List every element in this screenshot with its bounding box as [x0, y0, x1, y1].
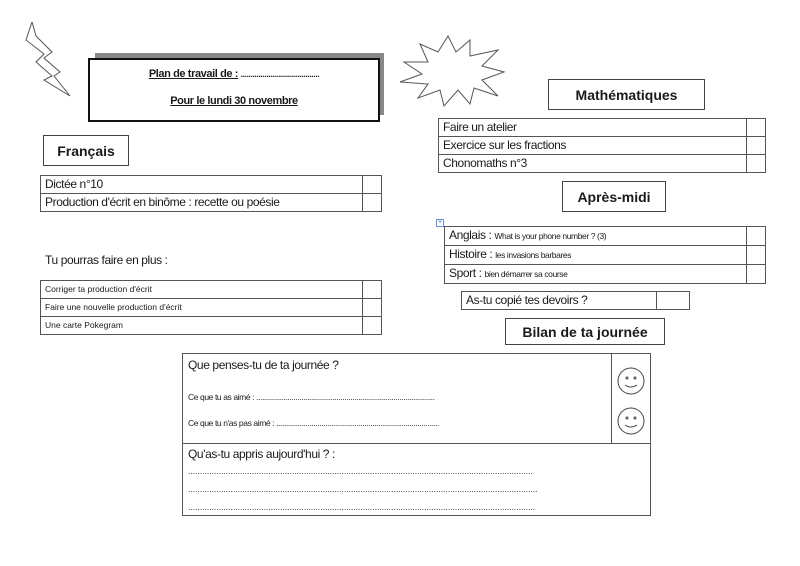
table-row: Exercice sur les fractions [439, 137, 766, 155]
table-row: Histoire : les invasions barbares [445, 246, 766, 265]
smiley-icon[interactable] [616, 406, 646, 436]
checkbox-cell[interactable] [747, 155, 766, 173]
francais-heading: Français [43, 135, 129, 166]
maths-table [438, 118, 766, 173]
plan-name-blank[interactable]: ........................................ [240, 69, 320, 79]
date-label: Pour le lundi 30 novembre [170, 95, 298, 107]
table-row: Une carte Pokegram [41, 317, 382, 335]
devoirs-table [461, 291, 690, 310]
bilan-question-1: Que penses-tu de ta journée ? [188, 358, 339, 372]
checkbox-cell[interactable] [363, 281, 382, 299]
table-row: Production d'écrit en binôme : recette ou poésie [41, 194, 382, 212]
checkbox-cell[interactable] [747, 246, 766, 265]
table-row: Faire un atelier [439, 119, 766, 137]
checkbox-cell[interactable] [363, 299, 382, 317]
answer-line[interactable]: .................................................................................................................................................... [188, 484, 538, 494]
maths-heading: Mathématiques [548, 79, 705, 110]
francais-table [40, 175, 382, 212]
checkbox-cell[interactable] [363, 194, 382, 212]
table-row: Corriger ta production d'écrit [41, 281, 382, 299]
bilan-question-2: Qu'as-tu appris aujourd'hui ? : [188, 447, 335, 461]
checkbox-cell[interactable] [747, 119, 766, 137]
table-row: Sport : bien démarrer sa course [445, 265, 766, 284]
table-row: Faire une nouvelle production d'écrit [41, 299, 382, 317]
answer-line[interactable]: .................................................................................................................................................. [188, 466, 533, 476]
title-box [88, 58, 380, 122]
checkbox-cell[interactable] [747, 265, 766, 284]
starburst-icon [398, 32, 508, 110]
table-row: Anglais : What is your phone number ? (3) [445, 227, 766, 246]
checkbox-cell[interactable] [747, 137, 766, 155]
table-move-handle-icon[interactable]: + [437, 219, 443, 226]
apres-midi-heading: Après-midi [562, 181, 666, 212]
extra-table [40, 280, 382, 335]
lightning-icon [22, 18, 77, 100]
bilan-box: Que penses-tu de ta journée ? Ce que tu as aimé : ........................................................................................... Ce que tu n'as pas aimé : ................................................................................... Qu'as-tu appris aujourd'hui ? : .................................................................................................................................................. .................................................................................................................................................... ................................................................................................................................................... [182, 353, 651, 516]
answer-line[interactable]: ................................................................................................................................................... [188, 502, 536, 512]
plan-label: Plan de travail de : [148, 68, 239, 80]
table-row: Dictée n°10 [41, 176, 382, 194]
apres-midi-table [444, 226, 766, 284]
table-row: As-tu copié tes devoirs ? [462, 292, 690, 310]
checkbox-cell[interactable] [363, 317, 382, 335]
table-row: Chonomaths n°3 [439, 155, 766, 173]
disliked-blank[interactable]: ................................................................................... [276, 418, 439, 428]
bilan-heading: Bilan de ta journée [505, 318, 665, 345]
smiley-icon[interactable] [616, 366, 646, 396]
checkbox-cell[interactable] [747, 227, 766, 246]
checkbox-cell[interactable] [657, 292, 690, 310]
extra-heading: Tu pourras faire en plus : [45, 253, 168, 267]
liked-blank[interactable]: ........................................................................................... [256, 392, 435, 402]
checkbox-cell[interactable] [363, 176, 382, 194]
